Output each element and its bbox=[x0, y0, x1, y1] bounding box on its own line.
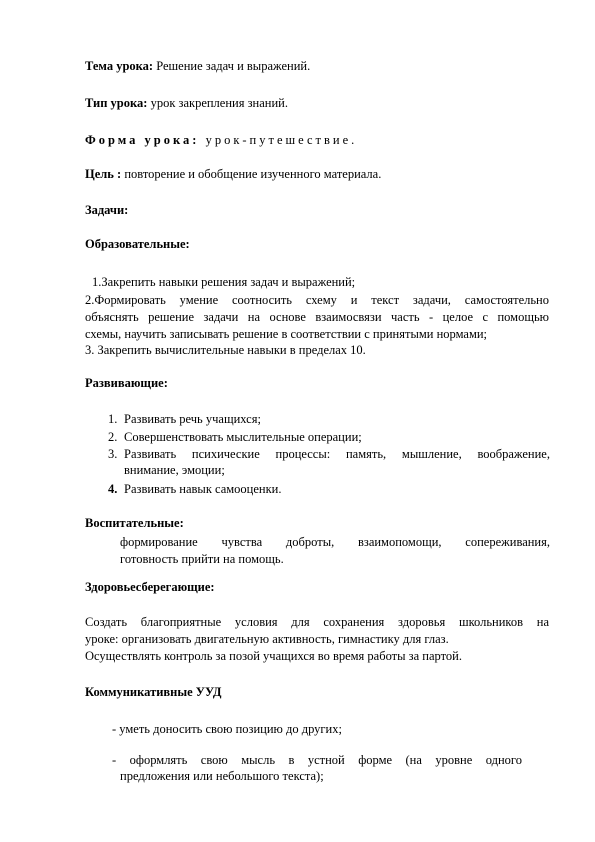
health-line: уроке: организовать двигательную активность, гимнастику для глаз. bbox=[85, 632, 449, 646]
health-heading: Здоровьесберегающие: bbox=[85, 580, 215, 594]
educational-line: 1.Закрепить навыки решения задач и выражений; bbox=[92, 275, 356, 289]
communicative-item: - оформлять свою мысль в устной форме (на уровне одного bbox=[112, 753, 522, 767]
list-item: Развивать психические процессы: память, мышление, воображение, bbox=[124, 447, 550, 461]
list-item-number: 3. bbox=[108, 447, 118, 461]
lesson-type-value: урок закрепления знаний. bbox=[150, 96, 288, 110]
health-line: Создать благоприятные условия для сохранения здоровья школьников на bbox=[85, 615, 549, 629]
developing-heading: Развивающие: bbox=[85, 376, 168, 390]
lesson-topic bbox=[85, 58, 310, 74]
lesson-form-value: урок-путешествие. bbox=[205, 133, 358, 147]
communicative-item-continuation: предложения или небольшого текста); bbox=[120, 769, 324, 783]
lesson-type bbox=[85, 95, 288, 111]
educational-heading: Образовательные: bbox=[85, 237, 190, 251]
health-line: Осуществлять контроль за позой учащихся во время работы за партой. bbox=[85, 649, 462, 663]
lesson-topic-label: Тема урока: bbox=[85, 59, 154, 73]
educational-line: 2.Формировать умение соотносить схему и текст задачи, самостоятельно bbox=[85, 293, 549, 307]
educational-line: объяснять решение задачи на основе взаимосвязи часть - целое с помощью bbox=[85, 310, 549, 324]
lesson-type-label: Тип урока: bbox=[85, 96, 148, 110]
lesson-goal bbox=[85, 166, 381, 182]
list-item-number: 1. bbox=[108, 412, 118, 426]
list-item-number: 2. bbox=[108, 430, 118, 444]
upbringing-line: формирование чувства доброты, взаимопомощи, сопереживания, bbox=[120, 535, 550, 549]
upbringing-line: готовность прийти на помощь. bbox=[120, 552, 284, 566]
tasks-heading: Задачи: bbox=[85, 203, 129, 217]
list-item: Развивать навык самооценки. bbox=[124, 482, 282, 496]
list-item: Совершенствовать мыслительные операции; bbox=[124, 430, 362, 444]
lesson-goal-value: повторение и обобщение изученного материала. bbox=[124, 167, 382, 181]
communicative-item: - уметь доносить свою позицию до других; bbox=[112, 722, 342, 736]
lesson-form bbox=[85, 132, 357, 148]
lesson-topic-value: Решение задач и выражений. bbox=[156, 59, 311, 73]
communicative-heading: Коммуникативные УУД bbox=[85, 685, 222, 699]
lesson-goal-label: Цель : bbox=[85, 167, 122, 181]
educational-line: схемы, научить записывать решение в соответствии с принятыми нормами; bbox=[85, 327, 488, 341]
upbringing-heading: Воспитательные: bbox=[85, 516, 184, 530]
list-item-number: 4. bbox=[108, 482, 118, 496]
lesson-form-label: Форма урока: bbox=[85, 133, 200, 147]
educational-line: 3. Закрепить вычислительные навыки в пределах 10. bbox=[85, 343, 366, 357]
list-item: Развивать речь учащихся; bbox=[124, 412, 261, 426]
list-item-continuation: внимание, эмоции; bbox=[124, 463, 225, 477]
